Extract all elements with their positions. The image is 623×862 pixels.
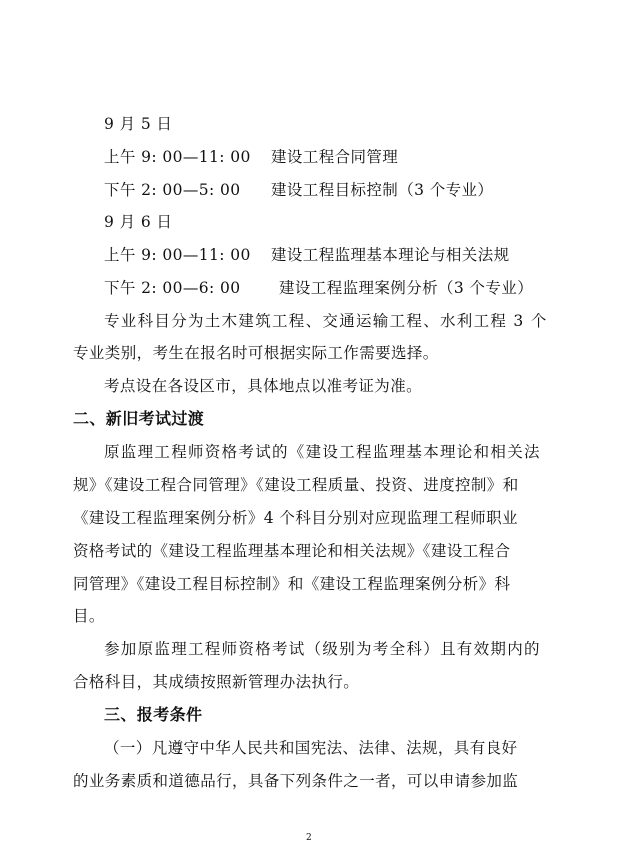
schedule-time: 下午 2: 00—5: 00 <box>104 181 241 199</box>
schedule-subject: 建设工程合同管理 <box>271 148 399 166</box>
paragraph-line: 考点设在各设区市，具体地点以准考证为准。 <box>104 377 423 395</box>
section-heading: 二、新旧考试过渡 <box>73 409 205 428</box>
schedule-date-sep6: 9 月 6 日 <box>104 213 173 231</box>
schedule-time: 下午 2: 00—6: 00 <box>104 279 241 297</box>
paragraph-line: 参加原监理工程师资格考试（级别为考全科）且有效期内的 <box>104 640 541 658</box>
schedule-date-sep5: 9 月 5 日 <box>104 115 173 133</box>
schedule-subject: 建设工程监理案例分析（3 个专业） <box>279 279 534 297</box>
paragraph-line: 目。 <box>73 607 105 625</box>
paragraph-line: 《建设工程监理案例分析》4 个科目分别对应现监理工程师职业 <box>73 509 518 527</box>
schedule-subject: 建设工程监理基本理论与相关法规 <box>271 246 510 264</box>
paragraph-line: 专业科目分为土木建筑工程、交通运输工程、水利工程 3 个 <box>104 312 548 330</box>
paragraph-line: 专业类别，考生在报名时可根据实际工作需要选择。 <box>73 344 439 362</box>
paragraph-line: 的业务素质和道德品行，具备下列条件之一者，可以申请参加监 <box>73 772 519 790</box>
page-number: 2 <box>306 833 312 843</box>
section-heading: 三、报考条件 <box>104 705 203 724</box>
paragraph-line: 合格科目，其成绩按照新管理办法执行。 <box>73 673 360 691</box>
paragraph-line: 资格考试的《建设工程监理基本理论和相关法规》《建设工程合 <box>73 542 511 560</box>
schedule-subject: 建设工程目标控制（3 个专业） <box>271 181 494 199</box>
schedule-time: 上午 9: 00—11: 00 <box>104 148 251 166</box>
paragraph-line: 规》《建设工程合同管理》《建设工程质量、投资、进度控制》和 <box>73 476 519 494</box>
paragraph-line: （一）凡遵守中华人民共和国宪法、法律、法规，具有良好 <box>104 739 518 757</box>
paragraph-line: 同管理》《建设工程目标控制》和《建设工程监理案例分析》科 <box>73 575 511 593</box>
schedule-time: 上午 9: 00—11: 00 <box>104 246 251 264</box>
paragraph-line: 原监理工程师资格考试的《建设工程监理基本理论和相关法 <box>104 443 541 461</box>
